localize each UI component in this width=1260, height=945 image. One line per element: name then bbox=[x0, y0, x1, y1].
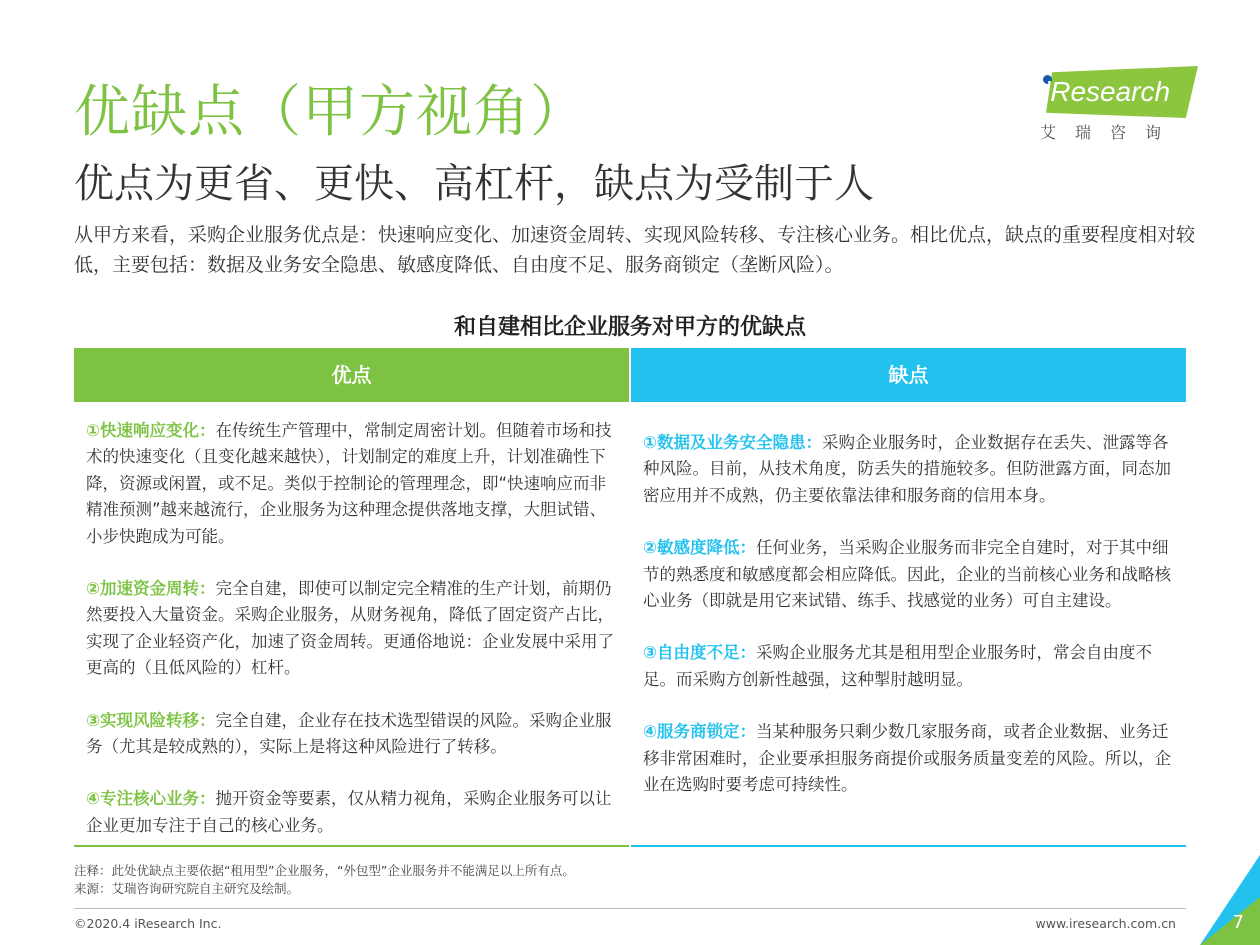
cons-bottom-rule bbox=[631, 845, 1186, 847]
pros-item-text: 抛开资金等要素，仅从精力视角，采购企业服务可以让企业更加专注于自己的核心业务。 bbox=[86, 789, 612, 835]
cons-item bbox=[643, 640, 1175, 693]
pros-item-label: ③实现风险转移： bbox=[86, 710, 216, 730]
logo-chinese-text: 艾瑞咨询 bbox=[1040, 123, 1181, 142]
cons-item-label: ①数据及业务安全隐患： bbox=[643, 433, 822, 452]
cons-item bbox=[643, 430, 1175, 509]
footnotes bbox=[74, 862, 575, 898]
cons-item-text: 采购企业服务尤其是租用型企业服务时，常会自由度不足。而采购方创新性越强，这种掣肘越明显。 bbox=[643, 643, 1152, 689]
cons-item bbox=[643, 719, 1175, 798]
source-text: 来源：艾瑞咨询研究院自主研究及绘制。 bbox=[74, 881, 300, 896]
cons-item-label: ③自由度不足： bbox=[643, 643, 756, 663]
note-text: 注释：此处优缺点主要依据“租用型”企业服务，“外包型”企业服务并不能满足以上所有点。 bbox=[74, 863, 575, 878]
logo-brand-text: iResearch bbox=[1044, 76, 1171, 107]
pros-item bbox=[86, 418, 618, 550]
pros-item bbox=[86, 576, 618, 682]
pros-item-label: ②加速资金周转： bbox=[86, 579, 216, 599]
page-title: 优缺点（甲方视角） bbox=[74, 80, 587, 145]
page-subtitle: 优点为更省、更快、高杠杆，缺点为受制于人 bbox=[74, 161, 874, 207]
cons-item-text: 任何业务，当采购企业服务而非完全自建时，对于其中细节的熟悉度和敏感度都会相应降低。因此，企业的当前核心业务和战略核心业务（即就是用它来试错、练手、找感觉的业务）可自主建设。 bbox=[643, 538, 1171, 611]
website-link[interactable]: www.iresearch.com.cn bbox=[1035, 916, 1176, 931]
pros-item-text: 完全自建，即使可以制定完全精准的生产计划，前期仍然要投入大量资金。采购企业服务，从财务视角，降低了固定资产占比，实现了企业轻资产化，加速了资金周转。更通俗地说：企业发展中采用了更高的（且低风险的）杠杆。 bbox=[86, 579, 614, 678]
iresearch-logo bbox=[1040, 66, 1200, 146]
table-title: 和自建相比企业服务对甲方的优缺点 bbox=[453, 315, 806, 340]
pros-item-text: 完全自建，企业存在技术选型错误的风险。采购企业服务（尤其是较成熟的），实际上是将这种风险进行了转移。 bbox=[86, 710, 612, 757]
cons-item-text: 当某种服务只剩少数几家服务商，或者企业数据、业务迁移非常困难时，企业要承担服务商提价或服务质量变差的风险。所以，企业在选购时要考虑可持续性。 bbox=[643, 722, 1171, 795]
intro-paragraph: 从甲方来看，采购企业服务优点是：快速响应变化、加速资金周转、实现风险转移、专注核心业务。相比优点，缺点的重要程度相对较低，主要包括：数据及业务安全隐患、敏感度降低、自由度不足、服务商锁定（垄断风险）。 bbox=[74, 224, 1196, 276]
cons-item bbox=[643, 535, 1175, 614]
copyright: ©2020.4 iResearch Inc. bbox=[74, 916, 222, 931]
pros-item-label: ④专注核心业务： bbox=[86, 789, 216, 809]
pros-item bbox=[86, 708, 618, 761]
cons-item-text: 采购企业服务时，企业数据存在丢失、泄露等各种风险。目前，从技术角度，防丢失的措施较多。但防泄露方面，同态加密应用并不成熟，仍主要依靠法律和服务商的信用本身。 bbox=[643, 433, 1171, 505]
pros-header: 优点 bbox=[74, 348, 629, 402]
cons-column bbox=[643, 430, 1175, 824]
footer-divider bbox=[74, 908, 1186, 909]
cons-item-label: ②敏感度降低： bbox=[643, 538, 756, 558]
pros-column bbox=[86, 418, 618, 865]
pros-item bbox=[86, 786, 618, 839]
pros-item-label: ①快速响应变化： bbox=[86, 421, 216, 440]
cons-item-label: ④服务商锁定： bbox=[643, 722, 756, 742]
cons-header: 缺点 bbox=[631, 348, 1186, 402]
pros-bottom-rule bbox=[74, 845, 629, 847]
pros-item-text: 在传统生产管理中，常制定周密计划。但随着市场和技术的快速变化（且变化越来越快），计划制定的难度上升，计划准确性下降，资源或闲置，或不足。类似于控制论的管理理念，即“快速响应而非精准预测”越来越流行，企业服务为这种理念提供落地支撑，大胆试错、小步快跑成为可能。 bbox=[86, 421, 612, 546]
page-number: 7 bbox=[1232, 912, 1244, 933]
